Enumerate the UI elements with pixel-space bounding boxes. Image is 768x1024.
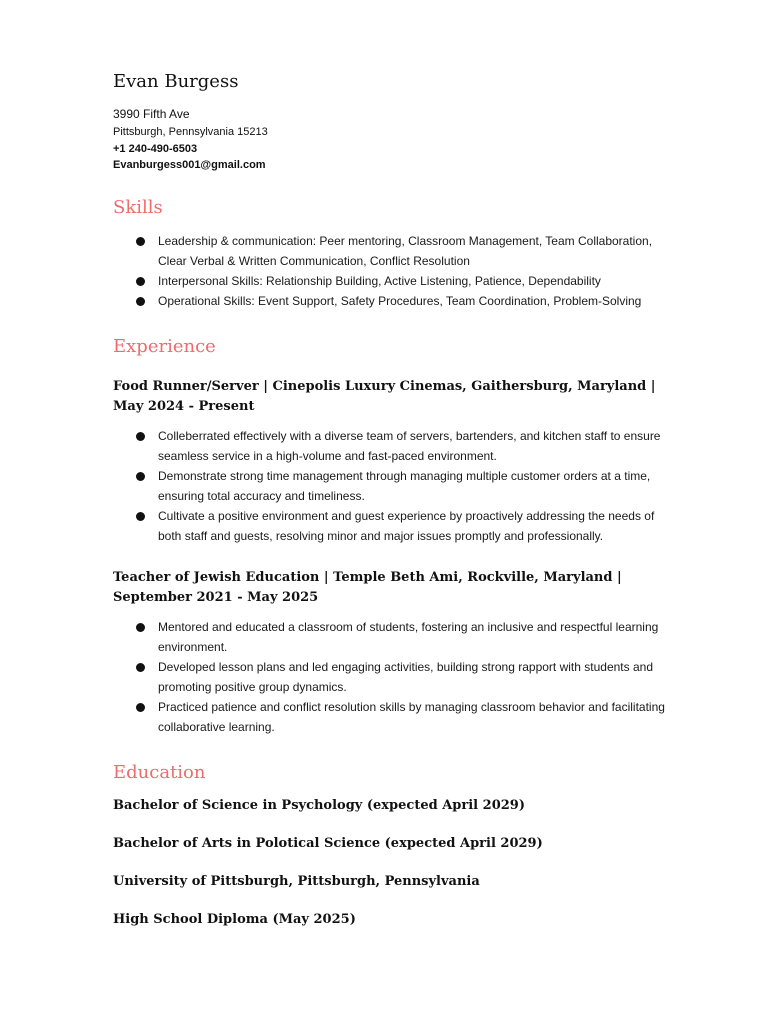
phone-number: +1 240-490-6503 — [113, 143, 198, 155]
address-line-1: 3990 Fifth Ave — [113, 107, 190, 121]
list-item — [136, 271, 666, 291]
skills-heading: Skills — [113, 197, 163, 218]
job-title: Food Runner/Server | Cinepolis Luxury Cinemas, Gaithersburg, Maryland | May 2024 - Present — [113, 379, 656, 414]
education-heading: Education — [113, 762, 206, 783]
bullet-icon — [136, 237, 145, 246]
job-bullet-text: Mentored and educated a classroom of students, fostering an inclusive and respectful learning environment. — [158, 620, 659, 654]
experience-heading: Experience — [113, 336, 216, 357]
education-item: High School Diploma (May 2025) — [113, 912, 356, 927]
job-bullet-text: Colleberrated effectively with a diverse team of servers, bartenders, and kitchen staff to ensure seamless service in a high-volume and fast-paced environment. — [158, 429, 661, 463]
job-title: Teacher of Jewish Education | Temple Beth Ami, Rockville, Maryland | September 2021 - May 2025 — [113, 570, 622, 605]
list-item — [136, 506, 666, 546]
job-bullets — [136, 617, 666, 737]
email-address: Evanburgess001@gmail.com — [113, 159, 266, 171]
bullet-icon — [136, 703, 145, 712]
bullet-icon — [136, 663, 145, 672]
job-bullets — [136, 426, 666, 546]
education-item: Bachelor of Science in Psychology (expected April 2029) — [113, 798, 525, 813]
list-item — [136, 617, 666, 657]
skill-text: Leadership & communication: Peer mentoring, Classroom Management, Team Collaboration, Clear Verbal & Written Communication, Conflict Resolution — [158, 234, 653, 268]
list-item — [136, 697, 666, 737]
skills-list — [136, 231, 666, 311]
bullet-icon — [136, 277, 145, 286]
candidate-name: Evan Burgess — [113, 71, 239, 92]
list-item — [136, 291, 666, 311]
list-item — [136, 657, 666, 697]
job-bullet-text: Practiced patience and conflict resolution skills by managing classroom behavior and facilitating collaborative learning. — [158, 700, 665, 734]
job-bullet-text: Demonstrate strong time management through managing multiple customer orders at a time, ensuring total accuracy and timeliness. — [158, 469, 651, 503]
list-item — [136, 426, 666, 466]
bullet-icon — [136, 623, 145, 632]
list-item — [136, 231, 666, 271]
bullet-icon — [136, 432, 145, 441]
bullet-icon — [136, 472, 145, 481]
education-item: University of Pittsburgh, Pittsburgh, Pennsylvania — [113, 874, 480, 889]
bullet-icon — [136, 297, 145, 306]
skill-text: Interpersonal Skills: Relationship Building, Active Listening, Patience, Dependability — [158, 274, 601, 288]
skill-text: Operational Skills: Event Support, Safety Procedures, Team Coordination, Problem-Solving — [158, 294, 642, 308]
job-bullet-text: Developed lesson plans and led engaging activities, building strong rapport with students and promoting positive group dynamics. — [158, 660, 653, 694]
list-item — [136, 466, 666, 506]
bullet-icon — [136, 512, 145, 521]
job-bullet-text: Cultivate a positive environment and guest experience by proactively addressing the needs of both staff and guests, resolving minor and major issues promptly and professionally. — [158, 509, 655, 543]
education-item: Bachelor of Arts in Polotical Science (expected April 2029) — [113, 836, 543, 851]
address-line-2: Pittsburgh, Pennsylvania 15213 — [113, 126, 268, 138]
